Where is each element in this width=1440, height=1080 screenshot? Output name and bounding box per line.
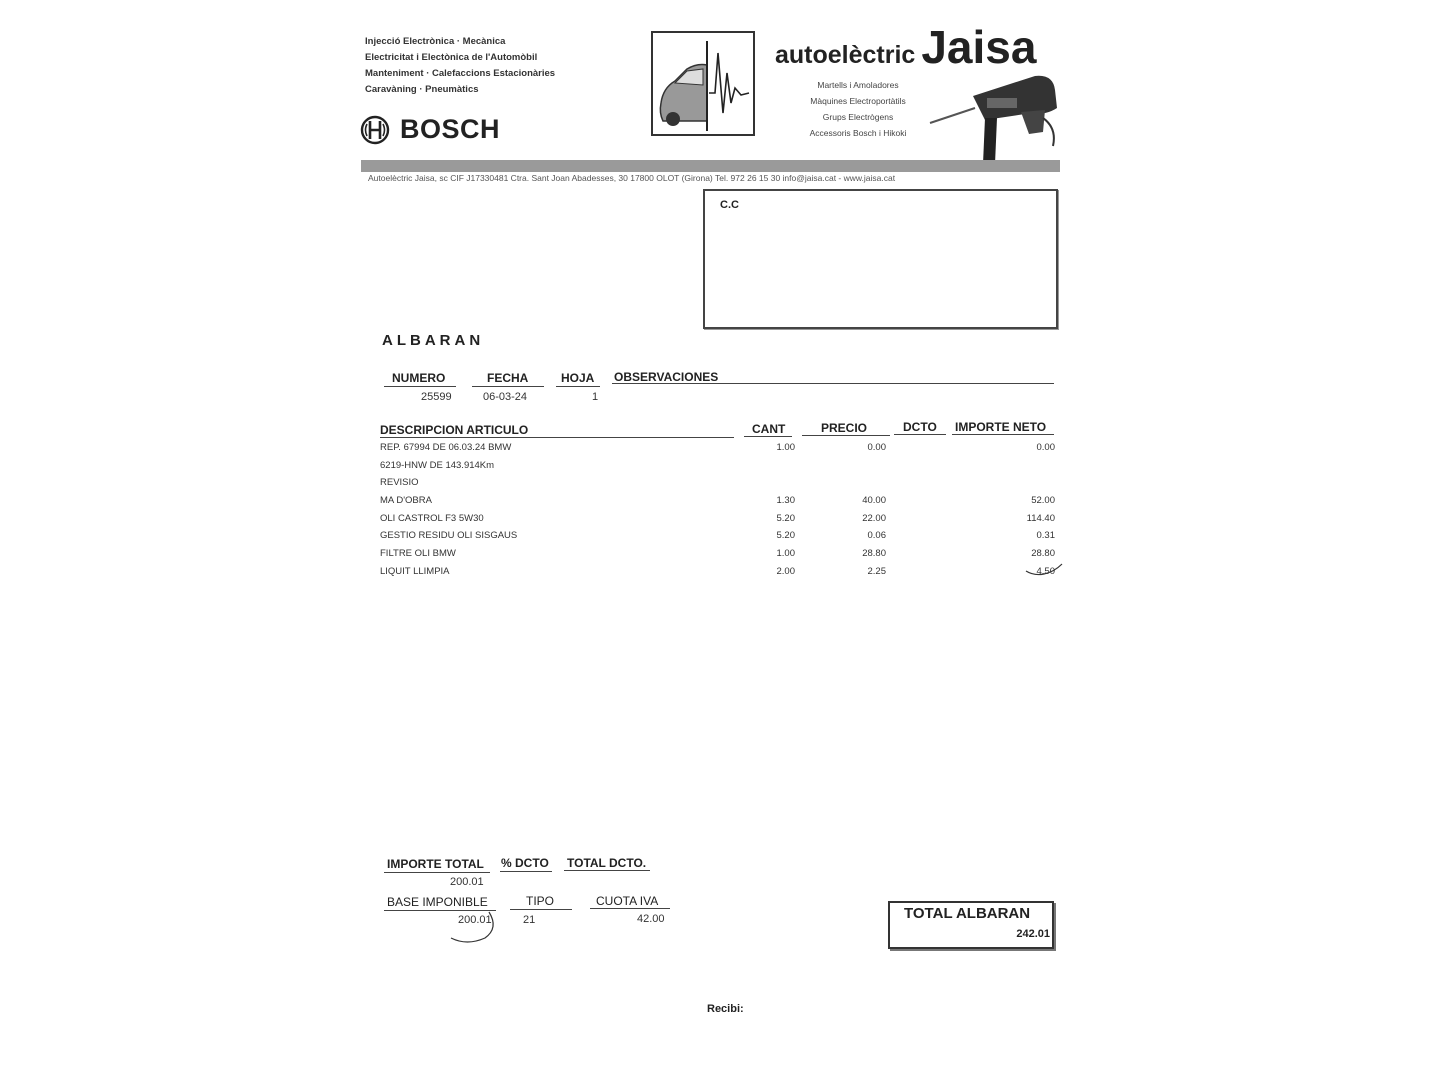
list-item: [380, 495, 1060, 513]
car-waveform-icon: [653, 33, 753, 134]
car-diagnostic-logo: [651, 31, 755, 136]
base-imponible-value: 200.01: [458, 914, 492, 926]
service-line: Manteniment · Calefaccions Estacionàries: [365, 68, 556, 79]
item-description: GESTIO RESIDU OLI SISGAUS: [380, 530, 518, 542]
list-item: [380, 460, 1060, 478]
brand-prefix: autoelèctric: [775, 41, 916, 69]
total-dcto-underline: [564, 870, 650, 871]
precio-underline: [802, 435, 890, 436]
item-precio: 0.00: [867, 442, 886, 453]
item-importe: 0.00: [1036, 442, 1055, 453]
item-cant: 5.20: [776, 512, 795, 524]
product-line: Màquines Electroportàtils: [810, 96, 906, 106]
importe-neto-underline: [952, 434, 1054, 435]
item-cant: 1.00: [776, 442, 795, 453]
cuota-iva-underline: [590, 908, 670, 909]
dcto-header: DCTO: [903, 420, 937, 434]
list-item: [380, 442, 1060, 460]
item-cant: 1.00: [776, 548, 795, 560]
item-description: FILTRE OLI BMW: [380, 548, 456, 560]
importe-total-value: 200.01: [450, 876, 484, 888]
importe-total-underline: [384, 872, 490, 873]
observaciones-header: OBSERVACIONES: [614, 370, 719, 384]
service-line: Caravàning · Pneumàtics: [365, 84, 479, 95]
item-cant: 2.00: [776, 565, 795, 577]
product-line: Accessoris Bosch i Hikoki: [809, 128, 907, 138]
bosch-wordmark: BOSCH: [400, 114, 501, 144]
pct-dcto-underline: [500, 871, 552, 872]
hoja-value: 1: [592, 391, 599, 403]
fecha-header: FECHA: [487, 371, 529, 385]
item-description: REP. 67994 DE 06.03.24 BMW: [380, 442, 512, 453]
fecha-value: 06-03-24: [483, 391, 528, 403]
document-title: ALBARAN: [382, 332, 485, 349]
hoja-underline: [556, 386, 600, 387]
bosch-armature-icon: [360, 115, 390, 145]
item-importe: 114.40: [1026, 512, 1055, 524]
item-cant: 5.20: [776, 530, 795, 542]
item-description: MA D'OBRA: [380, 495, 432, 507]
tipo-value: 21: [523, 914, 536, 926]
brand-logo: [775, 20, 1036, 74]
precio-header: PRECIO: [821, 421, 868, 435]
product-line: Grups Electrògens: [822, 112, 894, 122]
total-dcto-header: TOTAL DCTO.: [567, 856, 647, 870]
brand-name: Jaisa: [921, 21, 1037, 73]
cuota-iva-header: CUOTA IVA: [596, 894, 659, 908]
observaciones-underline: [612, 383, 1054, 384]
item-precio: 22.00: [862, 512, 886, 524]
item-precio: 28.80: [862, 548, 886, 560]
items-list: [380, 442, 1060, 584]
hoja-header: HOJA: [561, 371, 595, 385]
item-importe: 0.31: [1036, 530, 1055, 542]
item-description: REVISIO: [380, 477, 419, 489]
dcto-underline: [894, 434, 946, 435]
item-description: 6219-HNW DE 143.914Km: [380, 459, 495, 471]
cuota-iva-value: 42.00: [637, 913, 665, 925]
bosch-logo: [360, 114, 500, 145]
customer-box: [703, 189, 1058, 329]
recibi-label: Recibi:: [707, 1003, 744, 1015]
list-item: [380, 530, 1060, 548]
header-divider: [361, 160, 1060, 172]
cc-label: C.C: [720, 199, 739, 211]
fecha-underline: [472, 386, 544, 387]
pct-dcto-header: % DCTO: [501, 856, 549, 870]
list-item: [380, 477, 1060, 495]
list-item: [380, 566, 1060, 584]
service-line: Electricitat i Electònica de l'Automòbil: [365, 52, 538, 63]
products-list: [778, 77, 938, 141]
tipo-underline: [510, 909, 572, 910]
product-line: Martells i Amoladores: [817, 80, 899, 90]
item-cant: 1.30: [776, 495, 795, 507]
item-description: OLI CASTROL F3 5W30: [380, 512, 484, 524]
descripcion-underline: [380, 437, 734, 438]
item-description: LIQUIT LLIMPIA: [380, 565, 450, 577]
importe-total-header: IMPORTE TOTAL: [387, 857, 484, 871]
services-list: [365, 34, 555, 98]
item-precio: 40.00: [862, 495, 886, 507]
list-item: [380, 548, 1060, 566]
list-item: [380, 513, 1060, 531]
numero-header: NUMERO: [392, 371, 446, 385]
tipo-header: TIPO: [526, 894, 555, 908]
item-importe: 28.80: [1031, 548, 1055, 560]
item-importe: 52.00: [1031, 495, 1055, 507]
handwritten-mark-icon: [445, 908, 505, 948]
item-precio: 2.25: [867, 565, 886, 577]
importe-neto-header: IMPORTE NETO: [955, 420, 1047, 434]
total-albaran-value: 242.01: [1016, 928, 1050, 940]
base-imponible-header: BASE IMPONIBLE: [387, 895, 488, 909]
descripcion-header: DESCRIPCION ARTICULO: [380, 423, 529, 437]
item-precio: 0.06: [867, 530, 886, 542]
numero-value: 25599: [421, 391, 452, 403]
contact-line: Autoelèctric Jaisa, sc CIF J17330481 Ctra. Sant Joan Abadesses, 30 17800 OLOT (Girona) Tel. 972 26 15 30 info@jaisa.cat - www.jaisa.cat: [368, 173, 896, 183]
checkmark-icon: [1024, 562, 1064, 578]
item-importe: 4.50: [1036, 565, 1055, 577]
cant-underline: [744, 436, 792, 437]
total-albaran-label: TOTAL ALBARAN: [904, 905, 1031, 922]
cant-header: CANT: [752, 422, 786, 436]
numero-underline: [384, 386, 456, 387]
drill-icon: [925, 68, 1065, 168]
service-line: Injecció Electrònica · Mecànica: [365, 36, 506, 47]
